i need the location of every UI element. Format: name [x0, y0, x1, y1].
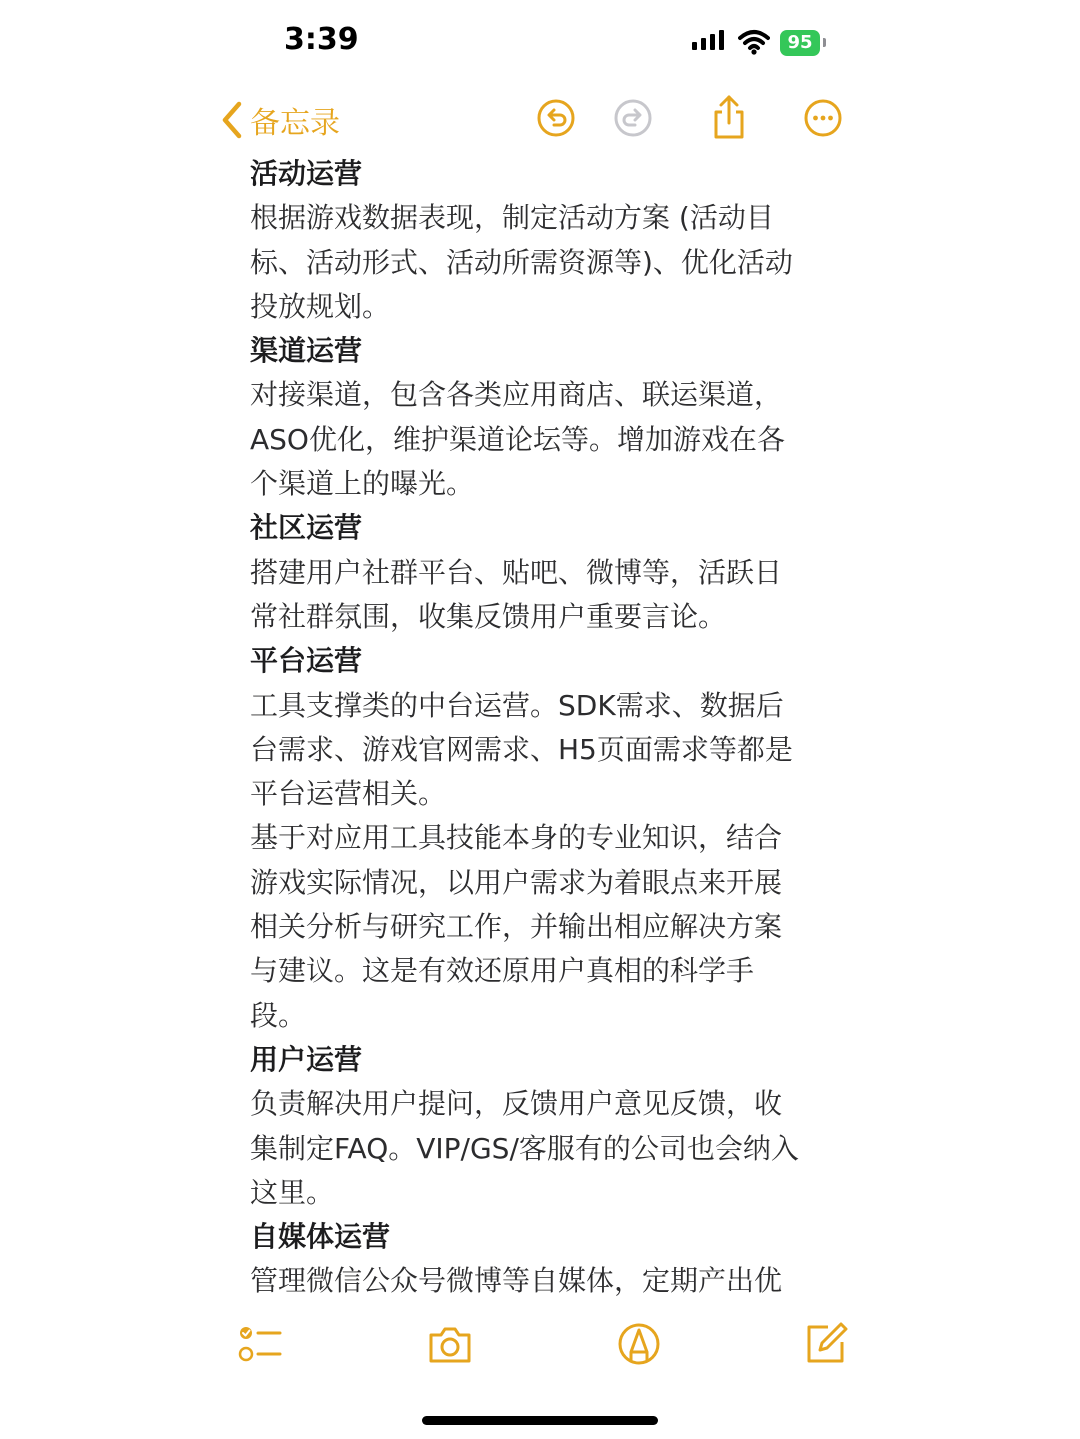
share-icon[interactable] [709, 94, 749, 140]
nav-bar [0, 90, 1080, 150]
chevron-left-icon [220, 100, 244, 140]
note-line: 集制定FAQ。VIP/GS/客服有的公司也会纳入 [250, 1131, 799, 1165]
home-indicator[interactable] [422, 1416, 658, 1425]
back-label: 备忘录 [250, 106, 340, 141]
note-line: 这里。 [250, 1175, 335, 1209]
note-heading: 平台运营 [250, 644, 363, 678]
note-line: 常社群氛围，收集反馈用户重要言论。 [250, 599, 727, 633]
note-heading: 自媒体运营 [250, 1220, 391, 1254]
note-line: 负责解决用户提问，反馈用户意见反馈，收 [250, 1087, 783, 1121]
note-line: 管理微信公众号微博等自媒体，定期产出优 [250, 1264, 783, 1298]
note-line: 工具支撑类的中台运营。SDK需求、数据后 [250, 688, 784, 722]
note-line: 段。 [250, 998, 307, 1032]
status-time: 3:39 [284, 22, 359, 57]
cellular-signal-icon [692, 30, 724, 50]
checklist-icon[interactable] [238, 1322, 282, 1366]
note-line: 投放规划。 [250, 289, 391, 323]
note-line: 根据游戏数据表现，制定活动方案 (活动目 [250, 201, 774, 235]
redo-icon[interactable] [613, 98, 653, 138]
markup-pen-icon[interactable] [617, 1322, 661, 1366]
note-line: 标、活动形式、活动所需资源等)、优化活动 [250, 245, 793, 279]
note-line: 与建议。这是有效还原用户真相的科学手 [250, 954, 755, 988]
note-heading: 社区运营 [250, 511, 363, 545]
camera-icon[interactable] [428, 1322, 472, 1366]
note-line: 台需求、游戏官网需求、H5页面需求等都是 [250, 732, 793, 766]
compose-icon[interactable] [804, 1322, 848, 1366]
note-line: 基于对应用工具技能本身的专业知识，结合 [250, 821, 783, 855]
more-icon[interactable] [803, 98, 843, 138]
wifi-icon [738, 28, 770, 56]
note-line: 个渠道上的曝光。 [250, 467, 475, 501]
status-bar [0, 0, 1080, 90]
note-line: 游戏实际情况，以用户需求为着眼点来开展 [250, 865, 783, 899]
note-heading: 活动运营 [250, 157, 363, 190]
note-line: 对接渠道，包含各类应用商店、联运渠道， [250, 378, 783, 412]
back-button[interactable] [220, 98, 340, 142]
undo-icon[interactable] [536, 98, 576, 138]
note-line: 相关分析与研究工作，并输出相应解决方案 [250, 910, 783, 944]
battery-tip [823, 38, 826, 47]
note-line: 平台运营相关。 [250, 777, 447, 811]
note-line: 搭建用户社群平台、贴吧、微博等，活跃日 [250, 555, 783, 589]
note-heading: 渠道运营 [250, 334, 363, 368]
note-body[interactable] [250, 152, 830, 1304]
note-heading: 用户运营 [250, 1042, 363, 1076]
battery-indicator: 95 [780, 30, 820, 56]
note-line: ASO优化，维护渠道论坛等。增加游戏在各 [250, 422, 785, 456]
